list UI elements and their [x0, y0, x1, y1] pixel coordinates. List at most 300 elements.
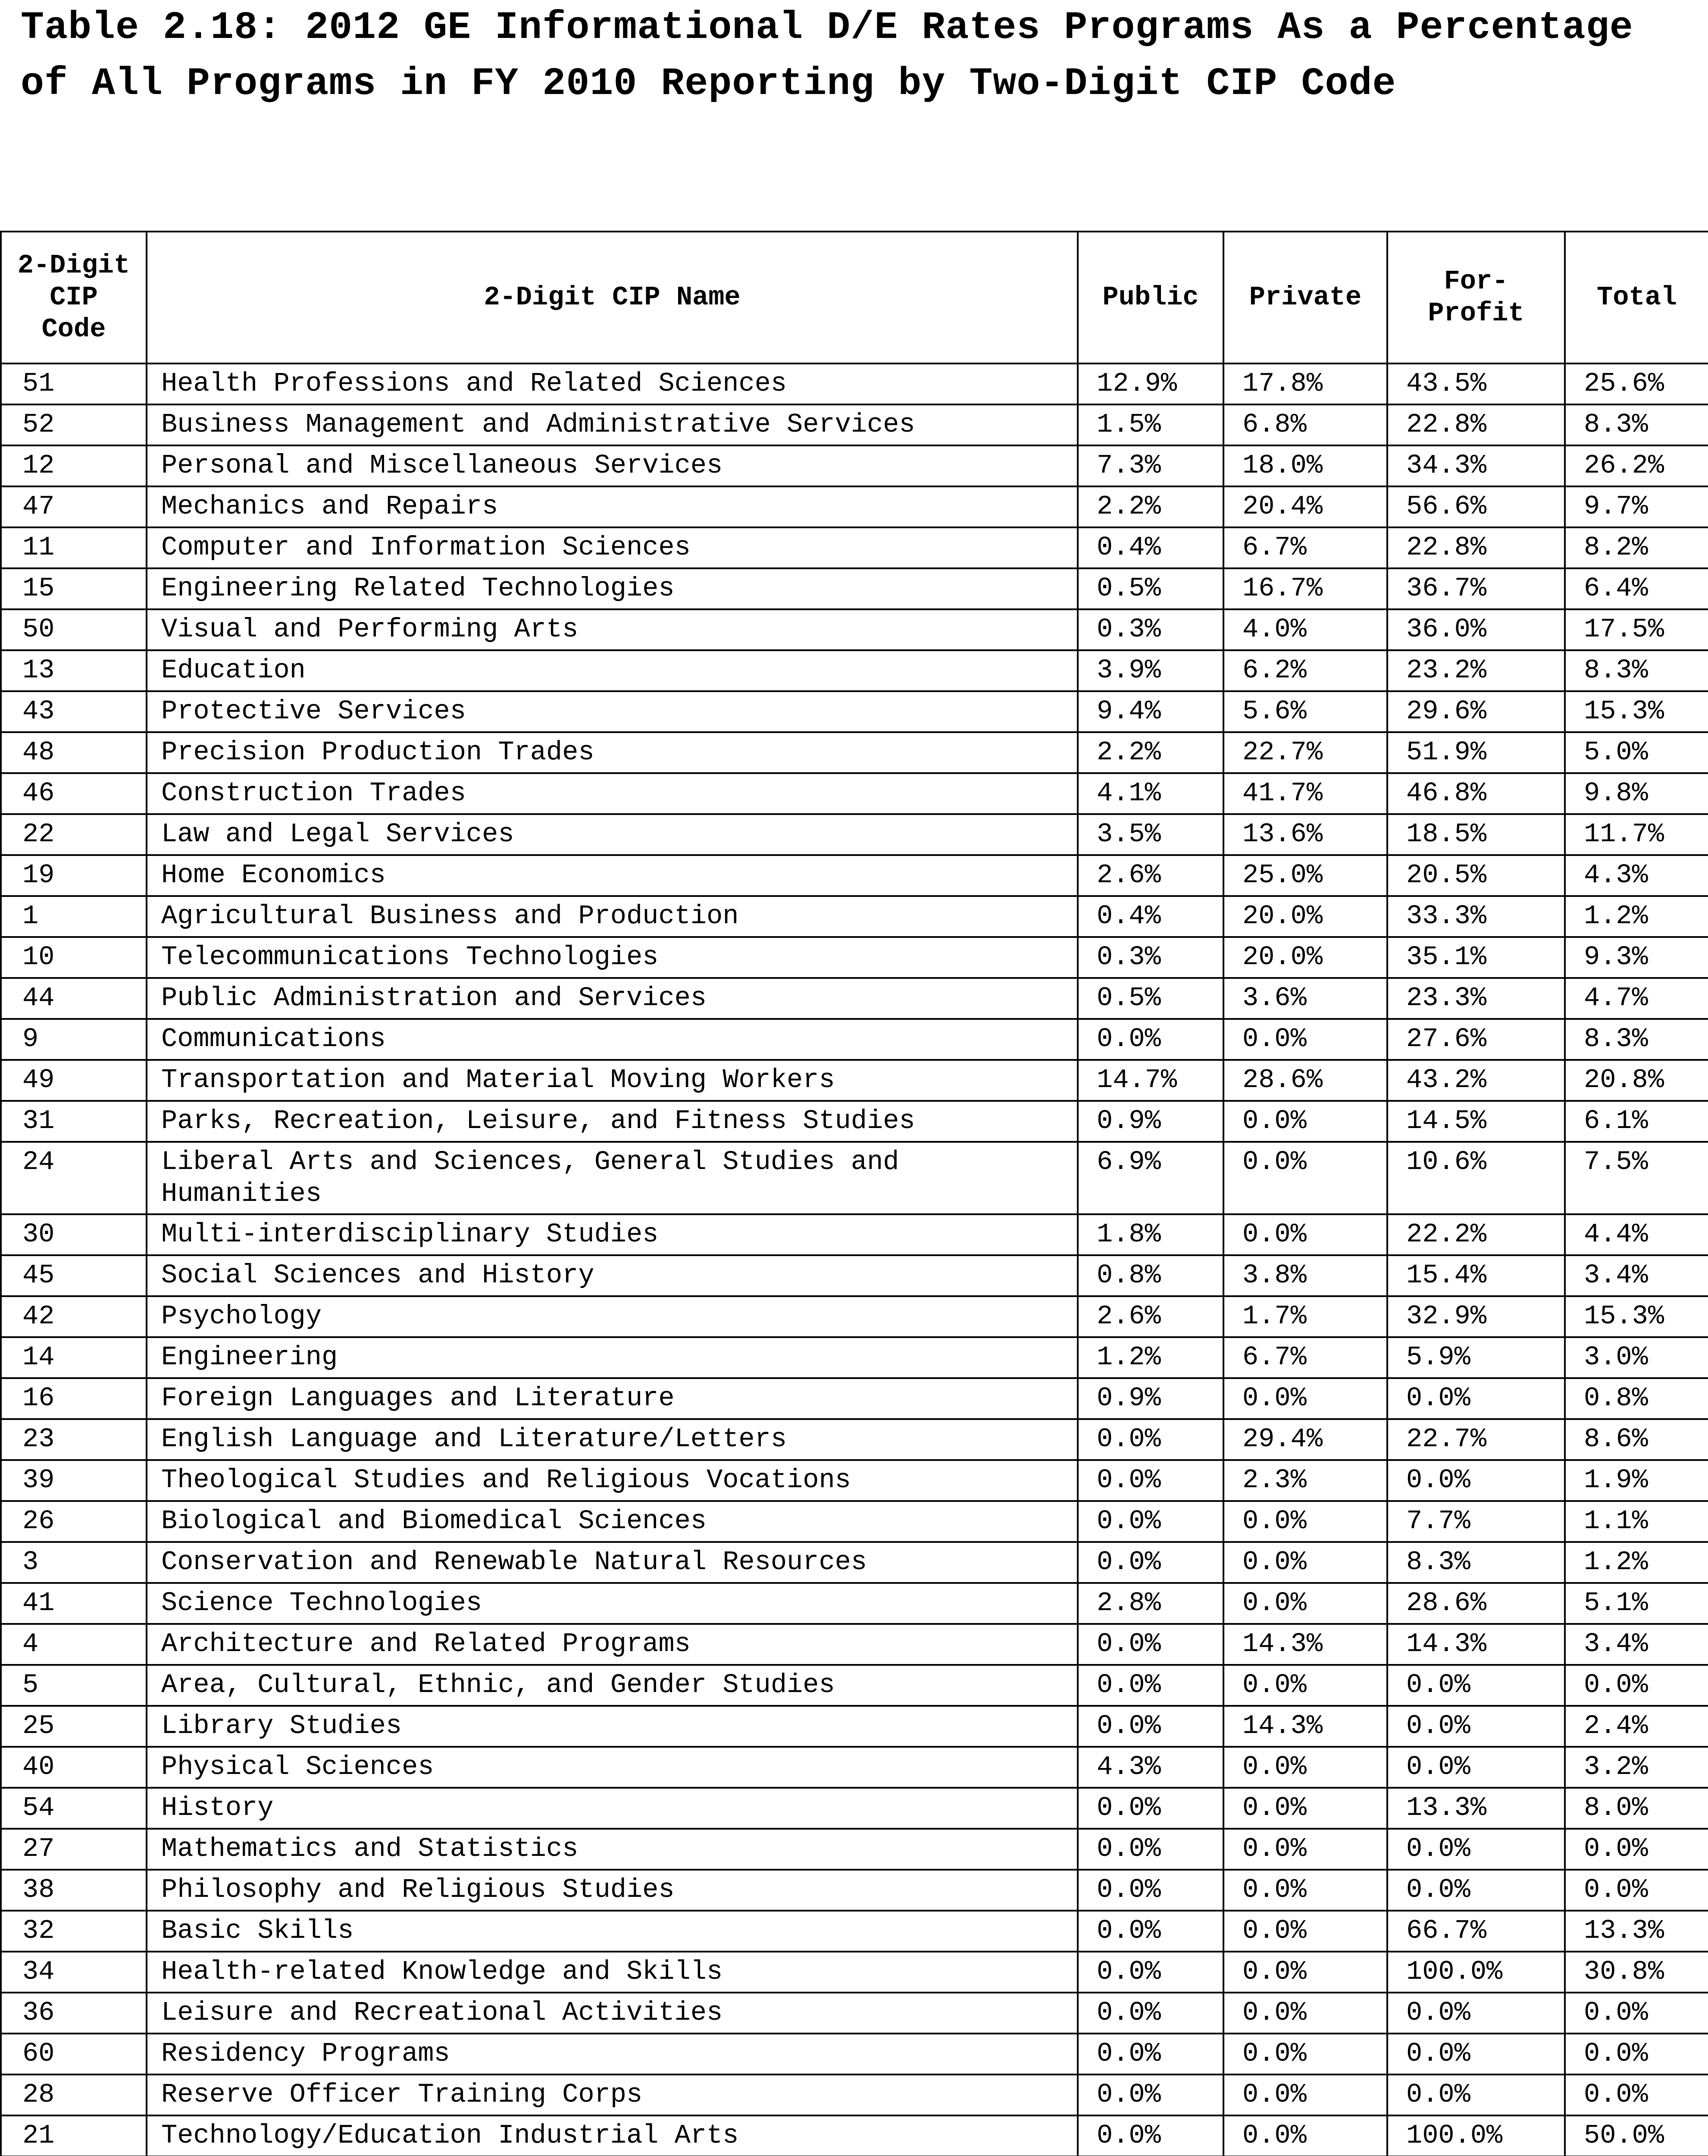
table-row: [1, 1460, 1708, 1501]
header-row: [1, 232, 1708, 364]
public-cell: 12.9%: [1078, 364, 1223, 404]
table-row: [1, 1542, 1708, 1583]
cip-name-cell: Engineering: [147, 1337, 1078, 1378]
cip-code-cell: 26: [1, 1501, 147, 1542]
private-cell: 17.8%: [1223, 364, 1387, 404]
private-cell: 14.3%: [1223, 1706, 1387, 1747]
total-cell: 4.4%: [1565, 1214, 1708, 1255]
cip-name-cell: Psychology: [147, 1296, 1078, 1337]
cip-name-cell: Protective Services: [147, 691, 1078, 732]
for-profit-cell: 0.0%: [1387, 1993, 1565, 2034]
cip-name-cell: Home Economics: [147, 855, 1078, 896]
total-cell: 5.1%: [1565, 1583, 1708, 1624]
cip-name-cell: Theological Studies and Religious Vocations: [147, 1460, 1078, 1501]
cip-code-cell: 47: [1, 486, 147, 527]
table-row: [1, 732, 1708, 773]
private-cell: 20.0%: [1223, 896, 1387, 937]
private-cell: 25.0%: [1223, 855, 1387, 896]
for-profit-cell: 27.6%: [1387, 1019, 1565, 1060]
column-header-cip-code: 2-Digit CIP Code: [1, 232, 147, 364]
private-cell: 6.2%: [1223, 650, 1387, 691]
total-cell: 0.0%: [1565, 1829, 1708, 1870]
for-profit-cell: 22.8%: [1387, 527, 1565, 568]
public-cell: 0.0%: [1078, 1993, 1223, 2034]
private-cell: 0.0%: [1223, 2115, 1387, 2156]
cip-code-cell: 5: [1, 1665, 147, 1706]
total-cell: 1.9%: [1565, 1460, 1708, 1501]
total-cell: 3.4%: [1565, 1255, 1708, 1296]
private-cell: 5.6%: [1223, 691, 1387, 732]
public-cell: 0.0%: [1078, 1624, 1223, 1665]
cip-name-cell: Physical Sciences: [147, 1747, 1078, 1788]
for-profit-cell: 23.3%: [1387, 978, 1565, 1019]
total-cell: 8.6%: [1565, 1419, 1708, 1460]
total-cell: 50.0%: [1565, 2115, 1708, 2156]
table-row: [1, 1788, 1708, 1829]
public-cell: 2.2%: [1078, 486, 1223, 527]
total-cell: 6.1%: [1565, 1101, 1708, 1142]
column-header-public: Public: [1078, 232, 1223, 364]
public-cell: 0.0%: [1078, 2115, 1223, 2156]
table-row: [1, 404, 1708, 445]
table-row: [1, 937, 1708, 978]
for-profit-cell: 36.7%: [1387, 568, 1565, 609]
private-cell: 0.0%: [1223, 2075, 1387, 2115]
cip-name-cell: Social Sciences and History: [147, 1255, 1078, 1296]
total-cell: 0.0%: [1565, 1870, 1708, 1911]
total-cell: 3.0%: [1565, 1337, 1708, 1378]
cip-name-cell: Mechanics and Repairs: [147, 486, 1078, 527]
cip-code-cell: 54: [1, 1788, 147, 1829]
for-profit-cell: 0.0%: [1387, 1378, 1565, 1419]
total-cell: 8.3%: [1565, 404, 1708, 445]
total-cell: 3.2%: [1565, 1747, 1708, 1788]
table-row: [1, 1296, 1708, 1337]
table-row: [1, 1952, 1708, 1993]
for-profit-cell: 46.8%: [1387, 773, 1565, 814]
for-profit-cell: 66.7%: [1387, 1911, 1565, 1952]
public-cell: 0.0%: [1078, 2034, 1223, 2075]
cip-name-cell: Architecture and Related Programs: [147, 1624, 1078, 1665]
table-row: [1, 1101, 1708, 1142]
public-cell: 0.0%: [1078, 1788, 1223, 1829]
public-cell: 0.5%: [1078, 978, 1223, 1019]
table-row: [1, 445, 1708, 486]
private-cell: 14.3%: [1223, 1624, 1387, 1665]
table-row: [1, 773, 1708, 814]
table-row: [1, 609, 1708, 650]
public-cell: 0.0%: [1078, 1460, 1223, 1501]
public-cell: 7.3%: [1078, 445, 1223, 486]
cip-code-cell: 30: [1, 1214, 147, 1255]
total-cell: 17.5%: [1565, 609, 1708, 650]
public-cell: 2.6%: [1078, 1296, 1223, 1337]
private-cell: 29.4%: [1223, 1419, 1387, 1460]
table-body: [1, 364, 1708, 2156]
for-profit-cell: 15.4%: [1387, 1255, 1565, 1296]
public-cell: 0.0%: [1078, 1542, 1223, 1583]
private-cell: 0.0%: [1223, 1583, 1387, 1624]
cip-name-cell: Construction Trades: [147, 773, 1078, 814]
cip-name-cell: Basic Skills: [147, 1911, 1078, 1952]
column-header-for-profit: For-Profit: [1387, 232, 1565, 364]
cip-code-cell: 10: [1, 937, 147, 978]
total-cell: 8.3%: [1565, 650, 1708, 691]
cip-code-cell: 28: [1, 2075, 147, 2115]
cip-code-cell: 31: [1, 1101, 147, 1142]
cip-name-cell: Residency Programs: [147, 2034, 1078, 2075]
cip-code-cell: 44: [1, 978, 147, 1019]
table-row: [1, 1142, 1708, 1214]
cip-name-cell: Technology/Education Industrial Arts: [147, 2115, 1078, 2156]
public-cell: 0.0%: [1078, 2075, 1223, 2115]
private-cell: 18.0%: [1223, 445, 1387, 486]
cip-code-cell: 51: [1, 364, 147, 404]
cip-code-cell: 15: [1, 568, 147, 609]
table-row: [1, 1706, 1708, 1747]
table-row: [1, 1993, 1708, 2034]
cip-code-cell: 3: [1, 1542, 147, 1583]
private-cell: 0.0%: [1223, 1019, 1387, 1060]
private-cell: 13.6%: [1223, 814, 1387, 855]
table-row: [1, 2034, 1708, 2075]
table-row: [1, 1255, 1708, 1296]
total-cell: 6.4%: [1565, 568, 1708, 609]
total-cell: 9.7%: [1565, 486, 1708, 527]
for-profit-cell: 5.9%: [1387, 1337, 1565, 1378]
total-cell: 3.4%: [1565, 1624, 1708, 1665]
cip-name-cell: Business Management and Administrative Services: [147, 404, 1078, 445]
private-cell: 0.0%: [1223, 1542, 1387, 1583]
cip-code-cell: 39: [1, 1460, 147, 1501]
total-cell: 7.5%: [1565, 1142, 1708, 1214]
cip-code-cell: 4: [1, 1624, 147, 1665]
cip-code-cell: 36: [1, 1993, 147, 2034]
total-cell: 4.3%: [1565, 855, 1708, 896]
table-row: [1, 1214, 1708, 1255]
cip-name-cell: Precision Production Trades: [147, 732, 1078, 773]
cip-name-cell: Communications: [147, 1019, 1078, 1060]
cip-code-cell: 27: [1, 1829, 147, 1870]
cip-name-cell: Agricultural Business and Production: [147, 896, 1078, 937]
public-cell: 4.1%: [1078, 773, 1223, 814]
table-row: [1, 568, 1708, 609]
cip-name-cell: Area, Cultural, Ethnic, and Gender Studies: [147, 1665, 1078, 1706]
public-cell: 0.0%: [1078, 1911, 1223, 1952]
for-profit-cell: 14.3%: [1387, 1624, 1565, 1665]
total-cell: 30.8%: [1565, 1952, 1708, 1993]
for-profit-cell: 29.6%: [1387, 691, 1565, 732]
for-profit-cell: 35.1%: [1387, 937, 1565, 978]
cip-code-cell: 34: [1, 1952, 147, 1993]
table-row: [1, 814, 1708, 855]
cip-code-cell: 22: [1, 814, 147, 855]
public-cell: 0.4%: [1078, 527, 1223, 568]
cip-code-cell: 40: [1, 1747, 147, 1788]
cip-name-cell: Parks, Recreation, Leisure, and Fitness Studies: [147, 1101, 1078, 1142]
private-cell: 41.7%: [1223, 773, 1387, 814]
private-cell: 20.0%: [1223, 937, 1387, 978]
cip-name-cell: Health Professions and Related Sciences: [147, 364, 1078, 404]
private-cell: 22.7%: [1223, 732, 1387, 773]
cip-code-cell: 60: [1, 2034, 147, 2075]
cip-rates-table: [0, 231, 1708, 2156]
private-cell: 0.0%: [1223, 1101, 1387, 1142]
cip-name-cell: Engineering Related Technologies: [147, 568, 1078, 609]
for-profit-cell: 28.6%: [1387, 1583, 1565, 1624]
private-cell: 0.0%: [1223, 2034, 1387, 2075]
cip-name-cell: Liberal Arts and Sciences, General Studies and Humanities: [147, 1142, 1078, 1214]
cip-code-cell: 12: [1, 445, 147, 486]
public-cell: 1.8%: [1078, 1214, 1223, 1255]
private-cell: 3.6%: [1223, 978, 1387, 1019]
for-profit-cell: 0.0%: [1387, 1665, 1565, 1706]
public-cell: 0.0%: [1078, 1019, 1223, 1060]
public-cell: 0.0%: [1078, 1501, 1223, 1542]
private-cell: 0.0%: [1223, 1665, 1387, 1706]
table-row: [1, 978, 1708, 1019]
for-profit-cell: 100.0%: [1387, 1952, 1565, 1993]
table-row: [1, 486, 1708, 527]
private-cell: 0.0%: [1223, 1993, 1387, 2034]
cip-name-cell: English Language and Literature/Letters: [147, 1419, 1078, 1460]
total-cell: 0.0%: [1565, 2075, 1708, 2115]
private-cell: 0.0%: [1223, 1870, 1387, 1911]
table-row: [1, 2075, 1708, 2115]
cip-code-cell: 48: [1, 732, 147, 773]
table-row: [1, 1378, 1708, 1419]
for-profit-cell: 7.7%: [1387, 1501, 1565, 1542]
for-profit-cell: 22.7%: [1387, 1419, 1565, 1460]
cip-code-cell: 25: [1, 1706, 147, 1747]
table-row: [1, 896, 1708, 937]
table-row: [1, 1665, 1708, 1706]
table-title: Table 2.18: 2012 GE Informational D/E Rates Programs As a Percentage of All Programs in FY 2010 Reporting by Two-Digit CIP Code: [21, 6, 1633, 106]
private-cell: 4.0%: [1223, 609, 1387, 650]
table-row: [1, 1870, 1708, 1911]
private-cell: 1.7%: [1223, 1296, 1387, 1337]
table-row: [1, 1624, 1708, 1665]
public-cell: 2.8%: [1078, 1583, 1223, 1624]
table-row: [1, 1501, 1708, 1542]
private-cell: 0.0%: [1223, 1142, 1387, 1214]
private-cell: 6.7%: [1223, 1337, 1387, 1378]
total-cell: 4.7%: [1565, 978, 1708, 1019]
cip-name-cell: Personal and Miscellaneous Services: [147, 445, 1078, 486]
cip-code-cell: 45: [1, 1255, 147, 1296]
for-profit-cell: 23.2%: [1387, 650, 1565, 691]
cip-code-cell: 43: [1, 691, 147, 732]
public-cell: 0.9%: [1078, 1101, 1223, 1142]
cip-code-cell: 19: [1, 855, 147, 896]
total-cell: 2.4%: [1565, 1706, 1708, 1747]
total-cell: 20.8%: [1565, 1060, 1708, 1101]
for-profit-cell: 22.2%: [1387, 1214, 1565, 1255]
for-profit-cell: 100.0%: [1387, 2115, 1565, 2156]
private-cell: 20.4%: [1223, 486, 1387, 527]
public-cell: 0.9%: [1078, 1378, 1223, 1419]
cip-code-cell: 41: [1, 1583, 147, 1624]
private-cell: 2.3%: [1223, 1460, 1387, 1501]
private-cell: 0.0%: [1223, 1214, 1387, 1255]
cip-name-cell: Library Studies: [147, 1706, 1078, 1747]
for-profit-cell: 0.0%: [1387, 1870, 1565, 1911]
table-row: [1, 364, 1708, 404]
public-cell: 0.0%: [1078, 1419, 1223, 1460]
total-cell: 8.2%: [1565, 527, 1708, 568]
total-cell: 15.3%: [1565, 691, 1708, 732]
cip-code-cell: 52: [1, 404, 147, 445]
cip-name-cell: Multi-interdisciplinary Studies: [147, 1214, 1078, 1255]
table-row: [1, 527, 1708, 568]
public-cell: 2.2%: [1078, 732, 1223, 773]
cip-code-cell: 9: [1, 1019, 147, 1060]
private-cell: 28.6%: [1223, 1060, 1387, 1101]
total-cell: 1.2%: [1565, 896, 1708, 937]
total-cell: 0.0%: [1565, 2034, 1708, 2075]
cip-code-cell: 50: [1, 609, 147, 650]
for-profit-cell: 36.0%: [1387, 609, 1565, 650]
cip-code-cell: 21: [1, 2115, 147, 2156]
for-profit-cell: 0.0%: [1387, 1460, 1565, 1501]
for-profit-cell: 32.9%: [1387, 1296, 1565, 1337]
total-cell: 0.8%: [1565, 1378, 1708, 1419]
total-cell: 25.6%: [1565, 364, 1708, 404]
cip-code-cell: 24: [1, 1142, 147, 1214]
for-profit-cell: 8.3%: [1387, 1542, 1565, 1583]
cip-name-cell: Computer and Information Sciences: [147, 527, 1078, 568]
total-cell: 15.3%: [1565, 1296, 1708, 1337]
cip-code-cell: 11: [1, 527, 147, 568]
private-cell: 6.7%: [1223, 527, 1387, 568]
public-cell: 6.9%: [1078, 1142, 1223, 1214]
public-cell: 1.2%: [1078, 1337, 1223, 1378]
cip-name-cell: Reserve Officer Training Corps: [147, 2075, 1078, 2115]
table-row: [1, 1583, 1708, 1624]
public-cell: 0.0%: [1078, 1665, 1223, 1706]
for-profit-cell: 33.3%: [1387, 896, 1565, 937]
total-cell: 1.1%: [1565, 1501, 1708, 1542]
table-row: [1, 1911, 1708, 1952]
column-header-cip-name: 2-Digit CIP Name: [147, 232, 1078, 364]
table-row: [1, 1419, 1708, 1460]
total-cell: 9.8%: [1565, 773, 1708, 814]
public-cell: 0.3%: [1078, 609, 1223, 650]
public-cell: 4.3%: [1078, 1747, 1223, 1788]
public-cell: 3.9%: [1078, 650, 1223, 691]
cip-name-cell: Mathematics and Statistics: [147, 1829, 1078, 1870]
cip-name-cell: Transportation and Material Moving Workers: [147, 1060, 1078, 1101]
for-profit-cell: 0.0%: [1387, 1829, 1565, 1870]
table-row: [1, 1019, 1708, 1060]
cip-name-cell: Biological and Biomedical Sciences: [147, 1501, 1078, 1542]
column-header-total: Total: [1565, 232, 1708, 364]
cip-code-cell: 16: [1, 1378, 147, 1419]
table-row: [1, 1060, 1708, 1101]
total-cell: 1.2%: [1565, 1542, 1708, 1583]
cip-code-cell: 49: [1, 1060, 147, 1101]
cip-code-cell: 46: [1, 773, 147, 814]
table-row: [1, 1829, 1708, 1870]
total-cell: 8.3%: [1565, 1019, 1708, 1060]
total-cell: 0.0%: [1565, 1993, 1708, 2034]
for-profit-cell: 22.8%: [1387, 404, 1565, 445]
public-cell: 3.5%: [1078, 814, 1223, 855]
table-row: [1, 1747, 1708, 1788]
cip-name-cell: Health-related Knowledge and Skills: [147, 1952, 1078, 1993]
total-cell: 0.0%: [1565, 1665, 1708, 1706]
table-row: [1, 1337, 1708, 1378]
private-cell: 0.0%: [1223, 1829, 1387, 1870]
public-cell: 0.5%: [1078, 568, 1223, 609]
public-cell: 0.8%: [1078, 1255, 1223, 1296]
for-profit-cell: 56.6%: [1387, 486, 1565, 527]
cip-name-cell: Law and Legal Services: [147, 814, 1078, 855]
public-cell: 1.5%: [1078, 404, 1223, 445]
private-cell: 0.0%: [1223, 1788, 1387, 1829]
public-cell: 0.0%: [1078, 1706, 1223, 1747]
cip-code-cell: 23: [1, 1419, 147, 1460]
public-cell: 0.0%: [1078, 1952, 1223, 1993]
for-profit-cell: 18.5%: [1387, 814, 1565, 855]
for-profit-cell: 14.5%: [1387, 1101, 1565, 1142]
for-profit-cell: 0.0%: [1387, 2075, 1565, 2115]
private-cell: 6.8%: [1223, 404, 1387, 445]
for-profit-cell: 0.0%: [1387, 1747, 1565, 1788]
cip-code-cell: 38: [1, 1870, 147, 1911]
cip-name-cell: Conservation and Renewable Natural Resources: [147, 1542, 1078, 1583]
private-cell: 3.8%: [1223, 1255, 1387, 1296]
for-profit-cell: 20.5%: [1387, 855, 1565, 896]
private-cell: 0.0%: [1223, 1501, 1387, 1542]
total-cell: 26.2%: [1565, 445, 1708, 486]
total-cell: 8.0%: [1565, 1788, 1708, 1829]
cip-code-cell: 13: [1, 650, 147, 691]
for-profit-cell: 34.3%: [1387, 445, 1565, 486]
cip-name-cell: Philosophy and Religious Studies: [147, 1870, 1078, 1911]
cip-code-cell: 1: [1, 896, 147, 937]
cip-name-cell: Education: [147, 650, 1078, 691]
private-cell: 0.0%: [1223, 1378, 1387, 1419]
cip-code-cell: 42: [1, 1296, 147, 1337]
public-cell: 9.4%: [1078, 691, 1223, 732]
total-cell: 5.0%: [1565, 732, 1708, 773]
table-row: [1, 691, 1708, 732]
cip-name-cell: Leisure and Recreational Activities: [147, 1993, 1078, 2034]
private-cell: 0.0%: [1223, 1747, 1387, 1788]
public-cell: 0.4%: [1078, 896, 1223, 937]
table-row: [1, 2115, 1708, 2156]
cip-name-cell: Telecommunications Technologies: [147, 937, 1078, 978]
total-cell: 13.3%: [1565, 1911, 1708, 1952]
private-cell: 0.0%: [1223, 1911, 1387, 1952]
cip-name-cell: History: [147, 1788, 1078, 1829]
for-profit-cell: 43.2%: [1387, 1060, 1565, 1101]
public-cell: 14.7%: [1078, 1060, 1223, 1101]
for-profit-cell: 13.3%: [1387, 1788, 1565, 1829]
for-profit-cell: 51.9%: [1387, 732, 1565, 773]
for-profit-cell: 43.5%: [1387, 364, 1565, 404]
cip-name-cell: Visual and Performing Arts: [147, 609, 1078, 650]
cip-code-cell: 32: [1, 1911, 147, 1952]
public-cell: 0.0%: [1078, 1870, 1223, 1911]
for-profit-cell: 0.0%: [1387, 1706, 1565, 1747]
private-cell: 16.7%: [1223, 568, 1387, 609]
total-cell: 11.7%: [1565, 814, 1708, 855]
column-header-private: Private: [1223, 232, 1387, 364]
public-cell: 2.6%: [1078, 855, 1223, 896]
total-cell: 9.3%: [1565, 937, 1708, 978]
